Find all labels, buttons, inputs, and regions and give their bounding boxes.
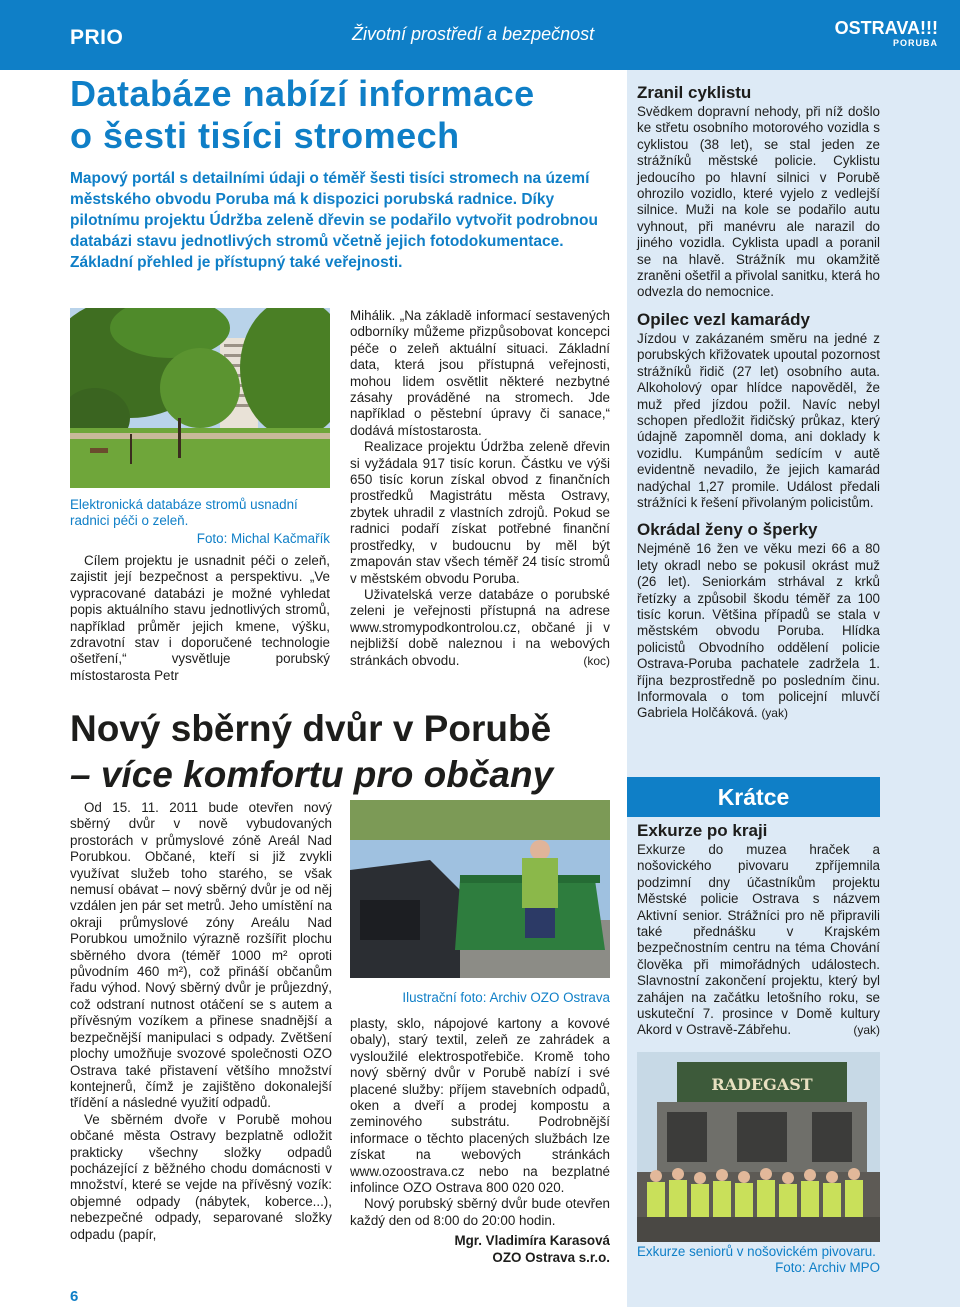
article2-body-left: [70, 800, 332, 1243]
article1-body-para3-text: Uživatelská verze databáze o porubské zeleni je veřejnosti přístupná na adrese www.stromypodkontrolou.cz, občané ji v nejbližší době naleznou i na webových stránkách obvodu.: [350, 586, 610, 668]
article1-body-left: Cílem projektu je usnadnit péči o zeleň, zajistit její bezpečnost a perspektivu. „Ve vypracované databázi je možné vyhledat popis aktuálního stavu jednotlivých stromů, například průměr jejich kmene, výšku, zdravotní stav i doporučené technologie ošetření,“ vysvětluje porubský místostarosta Petr: [70, 553, 330, 683]
article1-photo-caption: [70, 497, 330, 530]
sidebar-excursion-author: (yak): [853, 1023, 880, 1038]
article2-title-line1: Nový sběrný dvůr v Porubě: [70, 708, 552, 749]
sidebar-text-jewelry-body: Nejméně 16 žen ve věku mezi 66 a 80 lety okradl nebo se pokusil okrást muž (26 let). Seniorkám strhával z krků řetízky a způsobil škodu téměř za 100 tisíc korun. Většina případů se stala v městském obvodu Poruba. Hlídka policistů Obvodního oddělení policie Ostrava-Poruba pachatele zadržela 1. října bezprostředně po posledním činu. Informovala o tom policejní mluvčí Gabriela Holčáková.: [637, 541, 880, 721]
collection-yard-photo: [350, 800, 610, 978]
sidebar-text-drunk: Jízdou v zakázaném směru na jedné z porubských křižovatek upoutal pozornost strážníků řidič (27 let) osobního auta. Alkoholový opar hlídce napověděl, že muž před jízdou požil. Navíc nebyl schopen předložit řidičský průkaz, který údajně zapomněl doma, ani doklady k vozidlu. Kumpánům sedícím v autě evidentně nevadilo, že jejich kamarád nadýchal 1,27 promile. Událost předali strážníci k řešení přivolaným policistům.: [637, 330, 880, 510]
page-number: 6: [70, 1288, 79, 1305]
excursion-photo: [637, 1052, 880, 1242]
sidebar-heading-excursion: Exkurze po kraji: [637, 821, 768, 840]
sidebar-jewelry-author: (yak): [761, 706, 788, 721]
sidebar-text-cyclist: Svědkem dopravní nehody, při níž došlo ke střetu osobního motorového vozidla s cyklistou (38 let), se stal jeden ze strážníků městské policie. Cyklistu jedoucího po hlavní silnici v Porubě ohrozilo vozidlo, které vyjelo z vedlejší silnice. Muži na kole se podařilo autu vyhnout, při manévru ale narazil do jiného vozidla. Cyklista upadl a poranil se na hlavě. Strážník mu okamžitě zraněni ošetřil a přivolal sanitku, která ho odvezla do nemocnice.: [637, 104, 880, 300]
park-photo: [70, 308, 330, 488]
logo-subtext: PORUBA: [892, 38, 938, 48]
sidebar-text-jewelry: [637, 541, 880, 721]
sidebar-excursion: [637, 820, 880, 1039]
magazine-brand: PRIO: [70, 26, 124, 49]
article1-title-line1: Databáze nabízí informace: [70, 73, 535, 114]
article1-title-line2: o šesti tisíci stromech: [70, 115, 460, 156]
kratce-banner: Krátce: [627, 777, 880, 817]
article1-body-para2: Realizace projektu Údržba zeleně dřevin si vyžádala 917 tisíc korun. Částku ve výši 650 tisíc korun získal obvod z finančních prostředků Magistrátu města Ostravy, zbytek uhradil z vlastních zdrojů. Pokud se radnici podaří získat potřebné finanční prostředky, v budoucnu by měl být zmapován stav všech téměř 24 tisíc stromů v městském obvodu Poruba.: [350, 439, 610, 586]
sidebar-heading-jewelry: Okrádal ženy o šperky: [637, 520, 818, 540]
article2-body-para4: Nový porubský sběrný dvůr bude otevřen každý den od 8:00 do 20:00 hodin.: [350, 1196, 610, 1228]
sidebar-text-excursion-body: Exkurze do muzea hraček a nošovického pivovaru zpříjemnila podzimní dny účastníkům projektu Městské policie Ostrava s názvem Aktivní senior. Strážníci pro ně připravili také přednášku v Krajském bezpečnostním centru na téma Chování člověka při mimořádných událostech. Slavnostní zakončení projektu, který byl zahájen na začátku letošního roku, se uskuteční 7. prosince v Domě kultury Akord v Ostravě-Zábřehu.: [637, 842, 880, 1038]
article2-body-right: [350, 1016, 610, 1266]
excursion-caption-text: Exkurze seniorů v nošovickém pivovaru.: [637, 1244, 876, 1259]
article2-body-para1: Od 15. 11. 2011 bude otevřen nový sběrný dvůr v nově vybudovaných prostorách v průmyslové zóně Areál Nad Porubkou. Občané, kteří si již zvykli využívat služeb toho starého, se však nemusí obávat – nový sběrný dvůr je od něj vzdálen jen pár set metrů. Jeho umístění na okraji průmyslové zóny Areálu Nad Porubkou umožnilo výrazně rozšířit plochu sběrného dvora (téměř 1000 m² oproti původním 460 m²), což přináší občanům řadu výhod. Nový sběrný dvůr je průjezdný, což odstraní nutnost otáčení se s autem a přívěsným vozíkem a přinese snadnější a bezpečnější manipulaci s odpady. Zvětšení plochy umožňuje svozové společnosti OZO Ostrava také přistavení většího množství kontejnerů, čímž je zajištěno dokonalejší třídění a následné využití odpadů.: [70, 800, 332, 1111]
article1-photo-credit: Foto: Michal Kačmařík: [196, 531, 330, 546]
sidebar-heading-cyclist: Zranil cyklistu: [637, 83, 752, 102]
logo-text: OSTRAVA!!!: [834, 18, 938, 38]
excursion-photo-credit: Foto: Archiv MPO: [775, 1260, 880, 1276]
article2-title-line2: – více komfortu pro občany: [70, 754, 554, 795]
article2-photo-caption: Ilustrační foto: Archiv OZO Ostrava: [402, 990, 610, 1005]
article1-body-para3: [350, 587, 610, 669]
article1-body-para1: Mihálik. „Na základě informací sestavených odborníky můžeme přizpůsobovat koncepci péče o zeleň aktuální situaci. Základní data, která jsou přístupná veřejnosti, mohou lidem osvětlit některé nezbytné zásahy prováděné na stromech. Jde například o pěstební úpravy či sanace,“ dodává místostarosta.: [350, 308, 610, 438]
sidebar-text-excursion: [637, 842, 880, 1039]
article2-body-para2: Ve sběrném dvoře v Porubě mohou občané města Ostravy bezplatně odložit prakticky všechny složky odpadů pocházející z běžného chodu domácnosti v množství, které se vejde na přívěsný vozík: objemné odpady (nábytek, koberce...), nebezpečné odpady, separované složky odpadu (papír,: [70, 1111, 332, 1242]
brewery-sign-text: RADEGAST: [711, 1075, 813, 1094]
section-title: Životní prostředí a bezpečnost: [352, 24, 595, 44]
article1-caption-text: Elektronická databáze stromů usnadní radnici péči o zeleň.: [70, 497, 298, 529]
excursion-photo-caption: [637, 1244, 880, 1277]
article2-title: [70, 706, 630, 798]
article1-author: (koc): [583, 653, 610, 668]
article1-body-right: [350, 308, 610, 669]
article2-signature-name: Mgr. Vladimíra Karasová: [454, 1233, 610, 1249]
article1-lead: Mapový portál s detailními údaji o téměř šesti tisíci stromech na území městského obvodu Poruba má k dispozici porubská radnice. Díky pilotnímu projektu Údržba zeleně dřevin se podařilo vytvořit podrobnou databázi stavu jednotlivých stromů včetně jejich fotodokumentace. Základní přehled je přístupný také veřejnosti.: [70, 170, 598, 271]
ostrava-logo: [835, 19, 938, 50]
sidebar-news: [637, 82, 880, 722]
sidebar-heading-drunk: Opilec vezl kamarády: [637, 309, 810, 329]
article2-signature-org: OZO Ostrava s.r.o.: [492, 1249, 610, 1265]
article2-body-para3: plasty, sklo, nápojové kartony a kovové obaly), starý textil, zeleň ze zahrádek a vysloužilé elektrospotřebiče. Kromě toho nový sběrný dvůr v Porubě nabízí i své placené služby: příjem stavebních odpadů, oken a dveří a prodej kompostu a zeminového substrátu. Podrobnější informace o těchto placených službách lze získat na webových stránkách www.ozoostrava.cz nebo na bezplatné infolince OZO Ostrava 800 020 020.: [350, 1016, 610, 1196]
article1-title: [70, 73, 630, 157]
